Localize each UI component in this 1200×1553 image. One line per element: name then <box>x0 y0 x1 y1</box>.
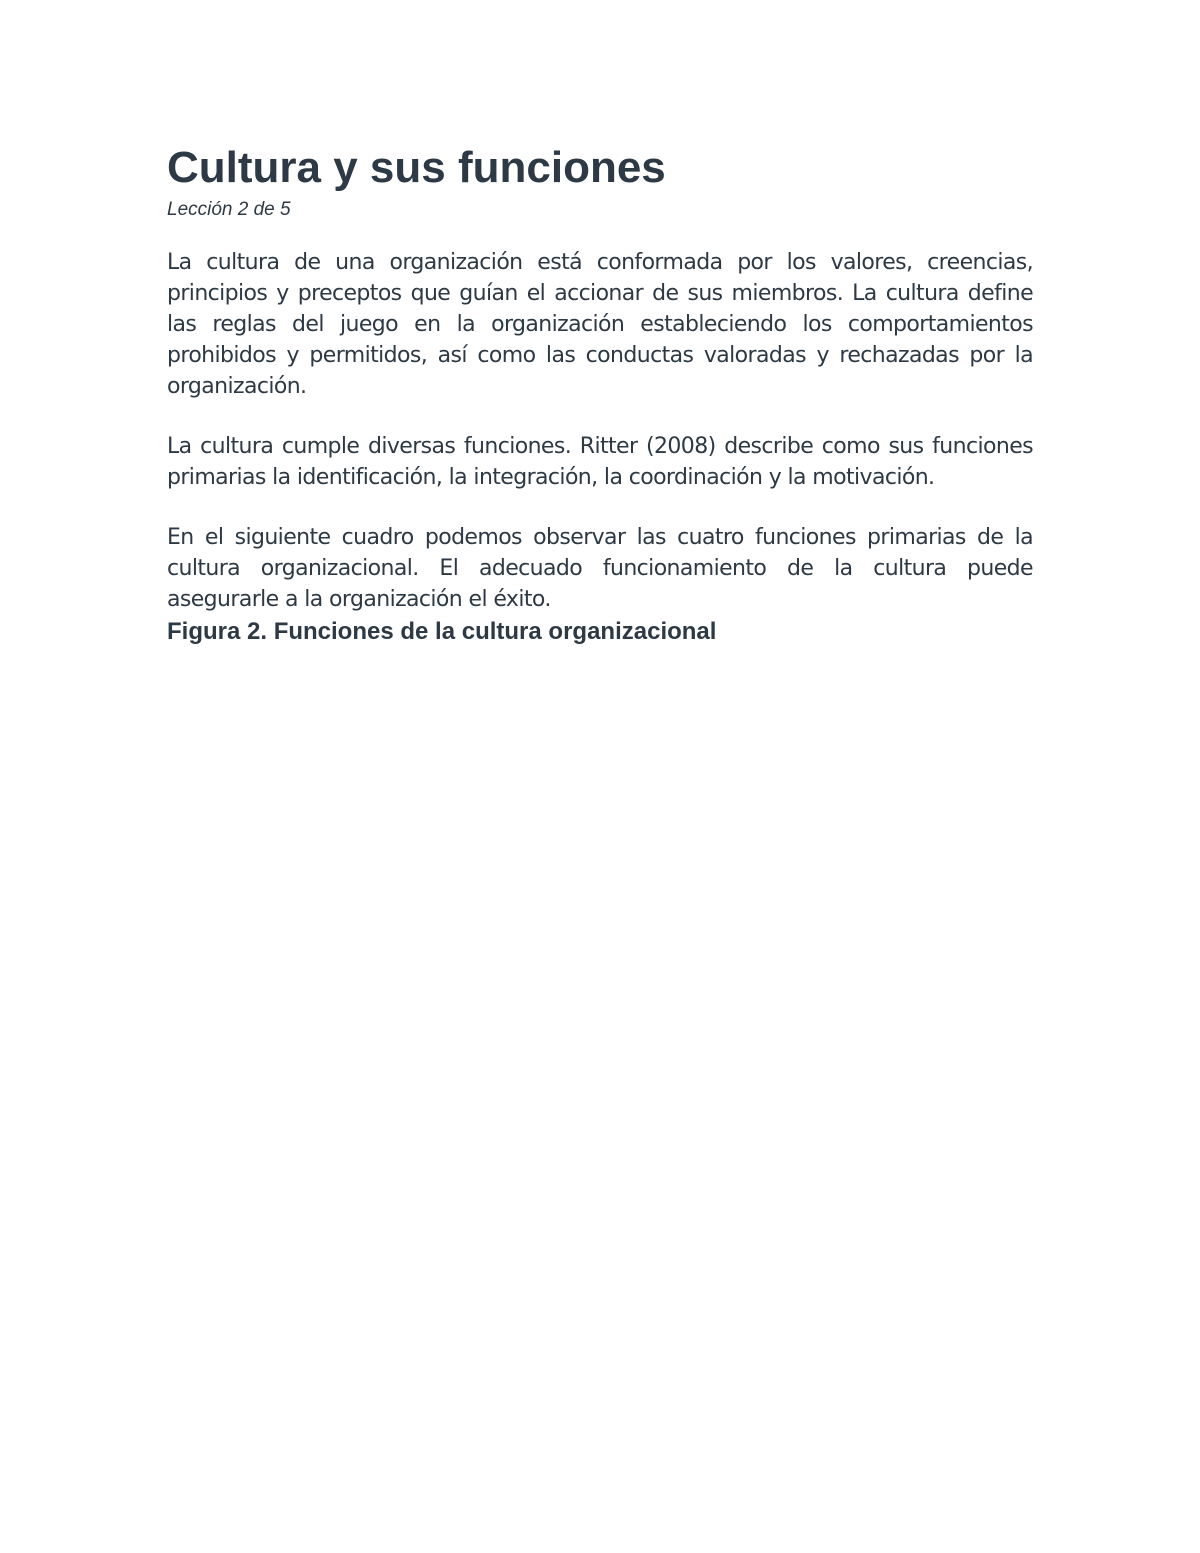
paragraph-culture-functions: La cultura cumple diversas funciones. Ritter (2008) describe como sus funciones primarias la identificación, la integración, la coordinación y la motivación. <box>167 434 1033 490</box>
figure-caption: Figura 2. Funciones de la cultura organizacional <box>167 618 717 645</box>
paragraph-culture-definition: La cultura de una organización está conformada por los valores, creencias, principios y preceptos que guían el accionar de sus miembros. La cultura define las reglas del juego en la organización estableciendo los comportamientos prohibidos y permitidos, así como las conductas valoradas y rechazadas por la organización. <box>167 250 1033 399</box>
page-title: Cultura y sus funciones <box>167 143 666 192</box>
paragraph-figure-intro: En el siguiente cuadro podemos observar las cuatro funciones primarias de la cultura organizacional. El adecuado funcionamiento de la cultura puede asegurarle a la organización el éxito. <box>167 525 1033 612</box>
document-content <box>167 140 1033 648</box>
lesson-indicator: Lección 2 de 5 <box>167 199 291 220</box>
